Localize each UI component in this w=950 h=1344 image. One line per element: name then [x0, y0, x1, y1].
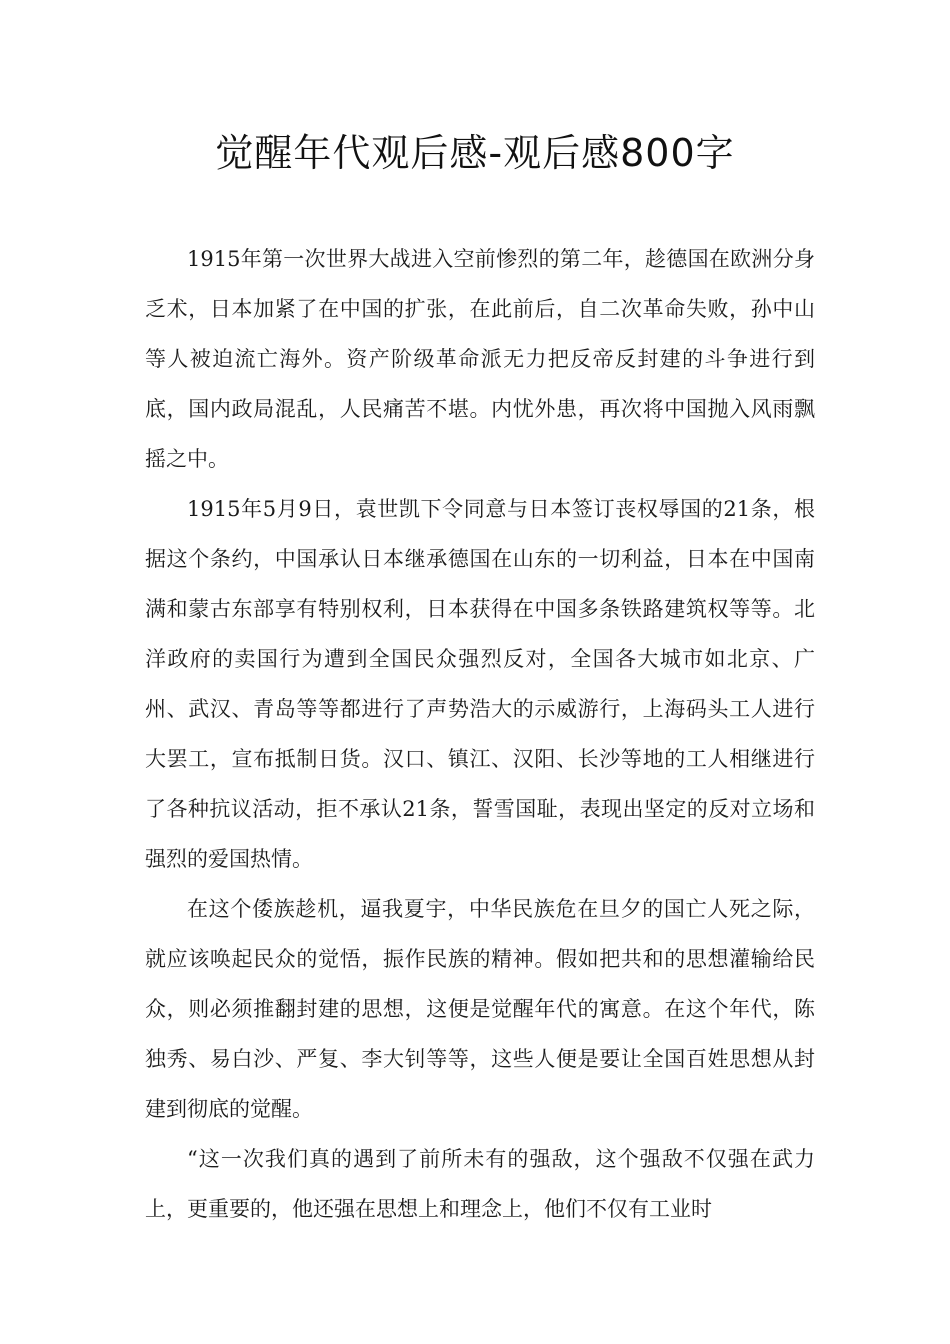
document-body — [145, 234, 815, 1234]
paragraph-2: 1915年5月9日，袁世凯下令同意与日本签订丧权辱国的21条，根据这个条约，中国承认日本继承德国在山东的一切利益，日本在中国南满和蒙古东部享有特别权利，日本获得在中国多条铁路建筑权等等。北洋政府的卖国行为遭到全国民众强烈反对，全国各大城市如北京、广州、武汉、青岛等等都进行了声势浩大的示威游行，上海码头工人进行大罢工，宣布抵制日货。汉口、镇江、汉阳、长沙等地的工人相继进行了各种抗议活动，拒不承认21条，誓雪国耻，表现出坚定的反对立场和强烈的爱国热情。 — [145, 497, 815, 871]
paragraph-1: 1915年第一次世界大战进入空前惨烈的第二年，趁德国在欧洲分身乏术，日本加紧了在中国的扩张，在此前后，自二次革命失败，孙中山等人被迫流亡海外。资产阶级革命派无力把反帝反封建的斗争进行到底，国内政局混乱，人民痛苦不堪。内忧外患，再次将中国抛入风雨飘摇之中。 — [145, 247, 815, 471]
document-title: 觉醒年代观后感-观后感800字 — [215, 131, 735, 175]
paragraph-3: 在这个倭族趁机，逼我夏宇，中华民族危在旦夕的国亡人死之际，就应该唤起民众的觉悟，振作民族的精神。假如把共和的思想灌输给民众，则必须推翻封建的思想，这便是觉醒年代的寓意。在这个年代，陈独秀、易白沙、严复、李大钊等等，这些人便是要让全国百姓思想从封建到彻底的觉醒。 — [145, 897, 815, 1121]
paragraph-4: “这一次我们真的遇到了前所未有的强敌，这个强敌不仅强在武力上，更重要的，他还强在思想上和理念上，他们不仅有工业时 — [145, 1147, 815, 1221]
